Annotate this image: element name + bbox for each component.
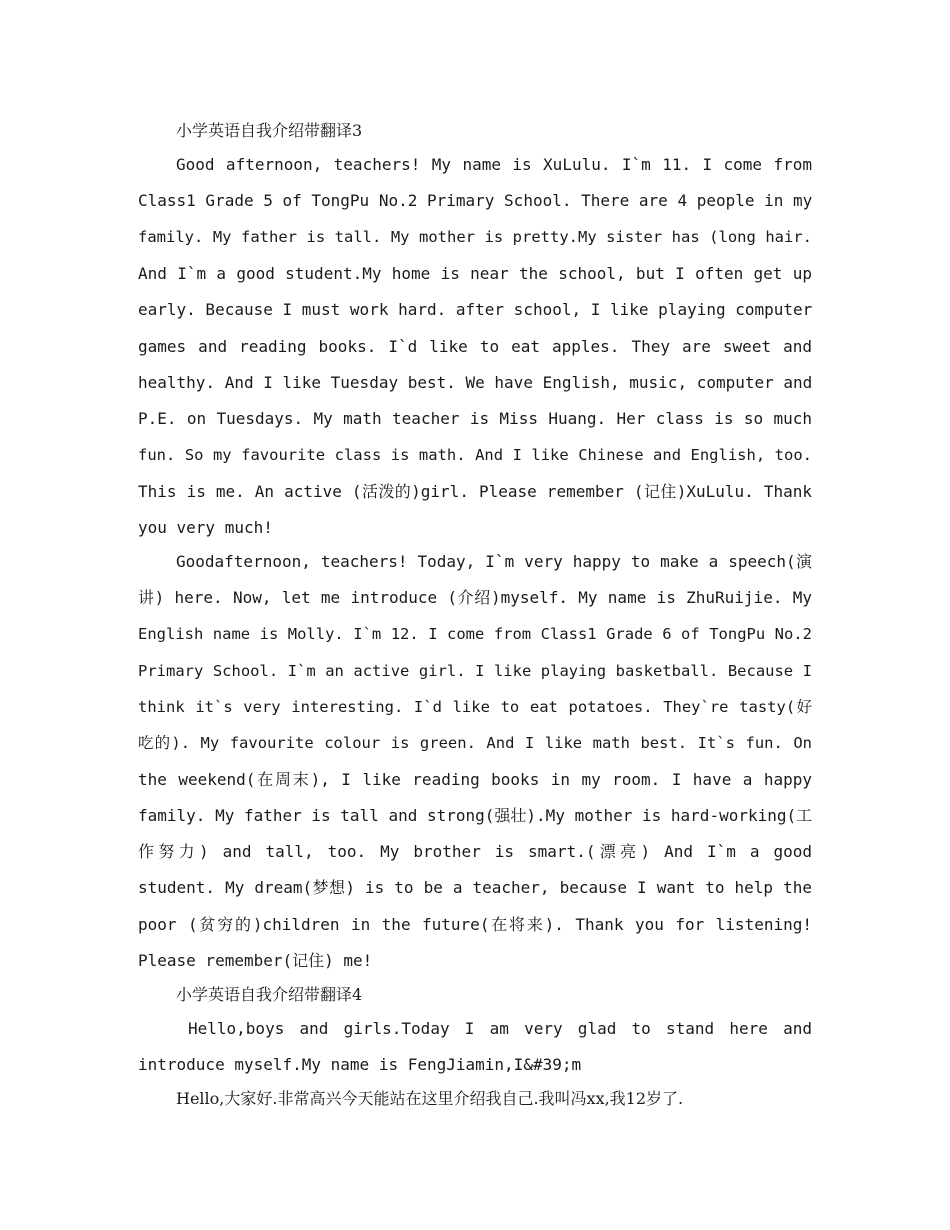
- text-line: family. My father is tall. My mother is pretty.My sister has (long hair.: [138, 228, 812, 246]
- text-line: early. Because I must work hard. after school, I like playing computer: [138, 300, 813, 319]
- section-heading-3: 小学英语自我介绍带翻译3: [176, 121, 363, 140]
- text-line: family. My father is tall and strong(强壮).My mother is hard-working(工: [138, 806, 813, 825]
- text-line: And I`m a good student.My home is near the school, but I often get up: [138, 264, 812, 283]
- text-line: 吃的). My favourite colour is green. And I like math best. It`s fun. On: [138, 734, 812, 752]
- text-line: healthy. And I like Tuesday best. We have English, music, computer and: [138, 373, 813, 392]
- text-line: fun. So my favourite class is math. And I like Chinese and English, too.: [138, 446, 812, 464]
- text-line: you very much!: [138, 518, 273, 537]
- text-line: Primary School. I`m an active girl. I like playing basketball. Because I: [138, 662, 812, 680]
- text-line: think it`s very interesting. I`d like to eat potatoes. They`re tasty(好: [138, 698, 812, 716]
- text-line: Class1 Grade 5 of TongPu No.2 Primary School. There are 4 people in my: [138, 191, 813, 210]
- text-line: Please remember(记住) me!: [138, 951, 373, 970]
- text-line: Good afternoon, teachers! My name is XuLulu. I`m 11. I come from: [176, 155, 812, 174]
- text-line: P.E. on Tuesdays. My math teacher is Miss Huang. Her class is so much: [138, 409, 812, 428]
- text-line: 讲) here. Now, let me introduce (介绍)myself. My name is ZhuRuijie. My: [138, 588, 812, 607]
- text-line: games and reading books. I`d like to eat apples. They are sweet and: [138, 337, 812, 356]
- text-line: Goodafternoon, teachers! Today, I`m very happy to make a speech(演: [176, 552, 812, 571]
- text-line: introduce myself.My name is FengJiamin,I&#39;m: [138, 1055, 582, 1074]
- text-line: Hello,boys and girls.Today I am very glad to stand here and: [188, 1019, 812, 1038]
- text-line: student. My dream(梦想) is to be a teacher, because I want to help the: [138, 878, 812, 897]
- text-line: This is me. An active (活泼的)girl. Please remember (记住)XuLulu. Thank: [138, 482, 812, 501]
- text-line: poor (贫穷的)children in the future(在将来). Thank you for listening!: [138, 915, 812, 934]
- section-heading-4: 小学英语自我介绍带翻译4: [176, 985, 363, 1004]
- text-line: 作努力) and tall, too. My brother is smart.(漂亮) And I`m a good: [138, 842, 812, 861]
- paragraph-4: Hello,大家好.非常高兴今天能站在这里介绍我自己.我叫冯xx,我12岁了.: [176, 1089, 684, 1108]
- text-line: English name is Molly. I`m 12. I come from Class1 Grade 6 of TongPu No.2: [138, 625, 812, 643]
- text-line: the weekend(在周末), I like reading books in my room. I have a happy: [138, 770, 812, 789]
